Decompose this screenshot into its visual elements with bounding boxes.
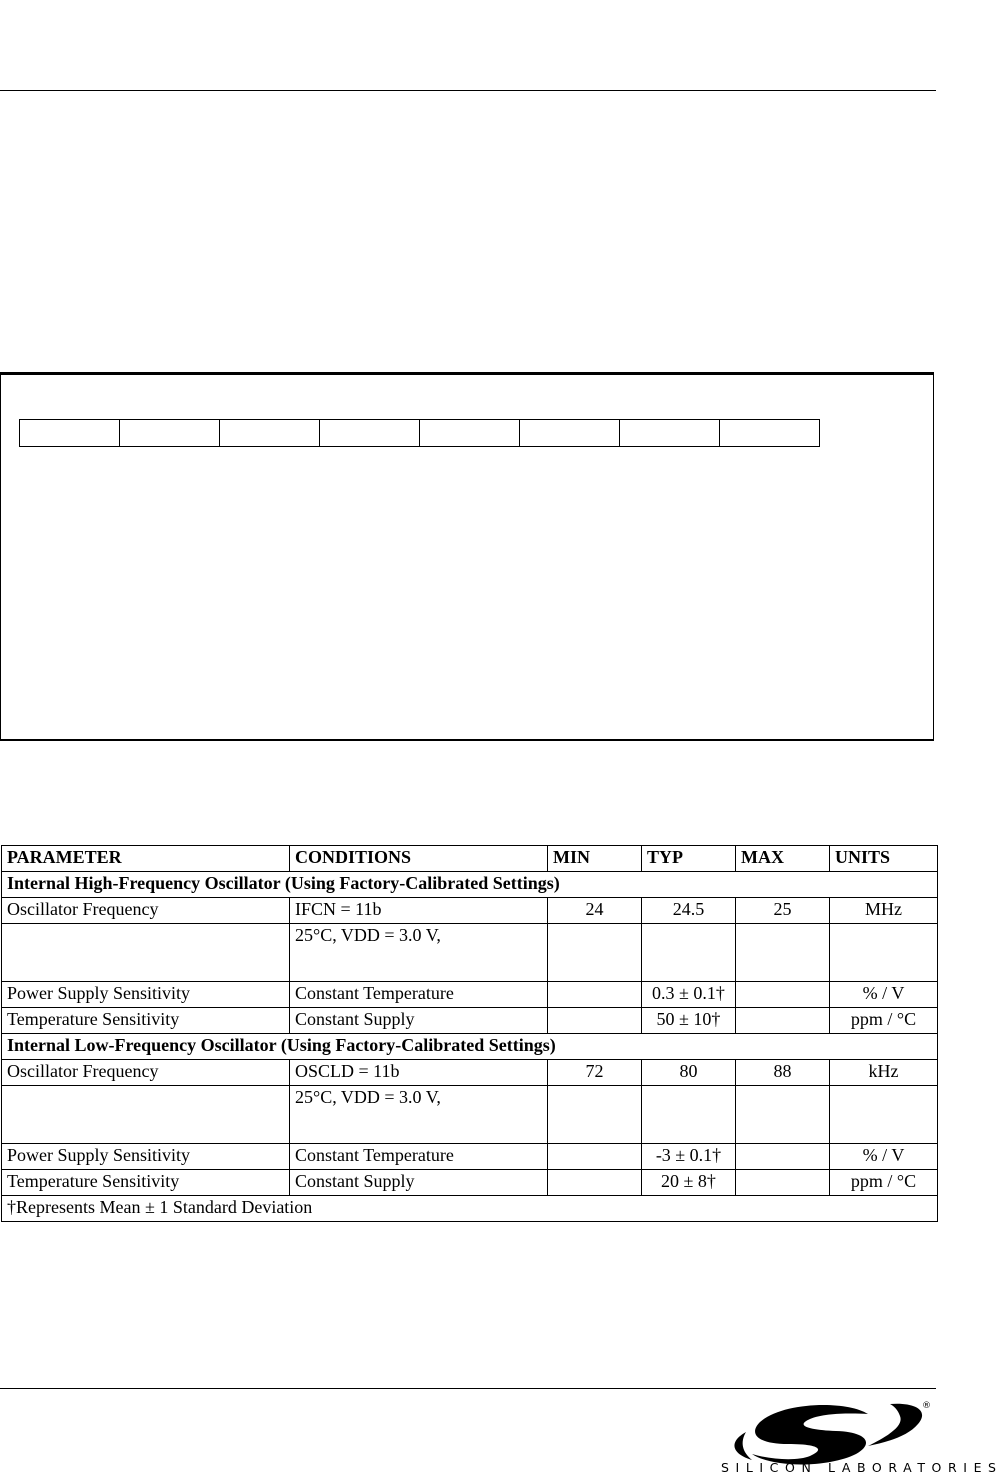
cell-max: 25	[736, 898, 830, 924]
register-bit-cell	[220, 420, 320, 446]
section-title: Internal Low-Frequency Oscillator (Using Factory-Calibrated Settings)	[2, 1034, 938, 1060]
cell-units: MHz	[830, 898, 938, 924]
table-row	[2, 1086, 938, 1144]
section-row-low-frequency	[2, 1034, 938, 1060]
cell-parameter: Oscillator Frequency	[2, 1060, 290, 1086]
table-row	[2, 1008, 938, 1034]
cell-units	[830, 924, 938, 982]
footer-rule	[0, 1388, 936, 1389]
registered-mark: ®	[922, 1401, 931, 1411]
register-bit-row	[19, 419, 820, 447]
cell-conditions: IFCN = 11b	[290, 898, 548, 924]
footnote-row	[2, 1196, 938, 1222]
cell-min	[548, 924, 642, 982]
logo-wordmark: SILICON LABORATORIES	[721, 1460, 1003, 1475]
cell-parameter: Oscillator Frequency	[2, 898, 290, 924]
table-row	[2, 1170, 938, 1196]
cell-conditions: Constant Supply	[290, 1170, 548, 1196]
cell-max	[736, 1170, 830, 1196]
cell-units: ppm / °C	[830, 1008, 938, 1034]
cell-parameter	[2, 924, 290, 982]
cell-max	[736, 924, 830, 982]
cell-max	[736, 1144, 830, 1170]
cell-units: % / V	[830, 982, 938, 1008]
cell-parameter: Temperature Sensitivity	[2, 1170, 290, 1196]
header-min: MIN	[548, 846, 642, 872]
register-bit-cell	[720, 420, 819, 446]
register-bit-cell	[120, 420, 220, 446]
register-bit-cell	[420, 420, 520, 446]
cell-typ: 80	[642, 1060, 736, 1086]
cell-max	[736, 1086, 830, 1144]
cell-parameter: Power Supply Sensitivity	[2, 1144, 290, 1170]
cell-typ: 24.5	[642, 898, 736, 924]
cell-units	[830, 1086, 938, 1144]
register-bit-cell	[320, 420, 420, 446]
cell-typ	[642, 1086, 736, 1144]
cell-conditions: OSCLD = 11b	[290, 1060, 548, 1086]
register-definition-box	[0, 372, 934, 741]
cell-typ	[642, 924, 736, 982]
table-footnote: †Represents Mean ± 1 Standard Deviation	[2, 1196, 938, 1222]
cell-parameter: Temperature Sensitivity	[2, 1008, 290, 1034]
header-max: MAX	[736, 846, 830, 872]
cell-parameter	[2, 1086, 290, 1144]
register-bit-cell	[620, 420, 720, 446]
cell-parameter: Power Supply Sensitivity	[2, 982, 290, 1008]
header-conditions: CONDITIONS	[290, 846, 548, 872]
oscillator-spec-table	[1, 845, 938, 1222]
cell-conditions: Constant Temperature	[290, 1144, 548, 1170]
cell-conditions: Constant Supply	[290, 1008, 548, 1034]
cell-conditions: 25°C, VDD = 3.0 V,	[290, 924, 548, 982]
table-row	[2, 898, 938, 924]
cell-typ: 0.3 ± 0.1†	[642, 982, 736, 1008]
cell-max	[736, 1008, 830, 1034]
cell-min: 24	[548, 898, 642, 924]
cell-units: ppm / °C	[830, 1170, 938, 1196]
cell-min	[548, 982, 642, 1008]
section-title: Internal High-Frequency Oscillator (Using Factory-Calibrated Settings)	[2, 872, 938, 898]
register-bit-cell	[520, 420, 620, 446]
cell-max: 88	[736, 1060, 830, 1086]
cell-typ: 20 ± 8†	[642, 1170, 736, 1196]
table-row	[2, 1060, 938, 1086]
table-row	[2, 982, 938, 1008]
cell-typ: 50 ± 10†	[642, 1008, 736, 1034]
table-row	[2, 1144, 938, 1170]
header-rule	[0, 90, 936, 91]
cell-min	[548, 1008, 642, 1034]
table-header-row	[2, 846, 938, 872]
register-bit-cell	[20, 420, 120, 446]
cell-conditions: Constant Temperature	[290, 982, 548, 1008]
cell-units: % / V	[830, 1144, 938, 1170]
header-typ: TYP	[642, 846, 736, 872]
cell-units: kHz	[830, 1060, 938, 1086]
cell-min	[548, 1144, 642, 1170]
table-row	[2, 924, 938, 982]
cell-max	[736, 982, 830, 1008]
section-row-high-frequency	[2, 872, 938, 898]
cell-min: 72	[548, 1060, 642, 1086]
cell-min	[548, 1170, 642, 1196]
header-units: UNITS	[830, 846, 938, 872]
header-parameter: PARAMETER	[2, 846, 290, 872]
cell-typ: -3 ± 0.1†	[642, 1144, 736, 1170]
cell-min	[548, 1086, 642, 1144]
cell-conditions: 25°C, VDD = 3.0 V,	[290, 1086, 548, 1144]
